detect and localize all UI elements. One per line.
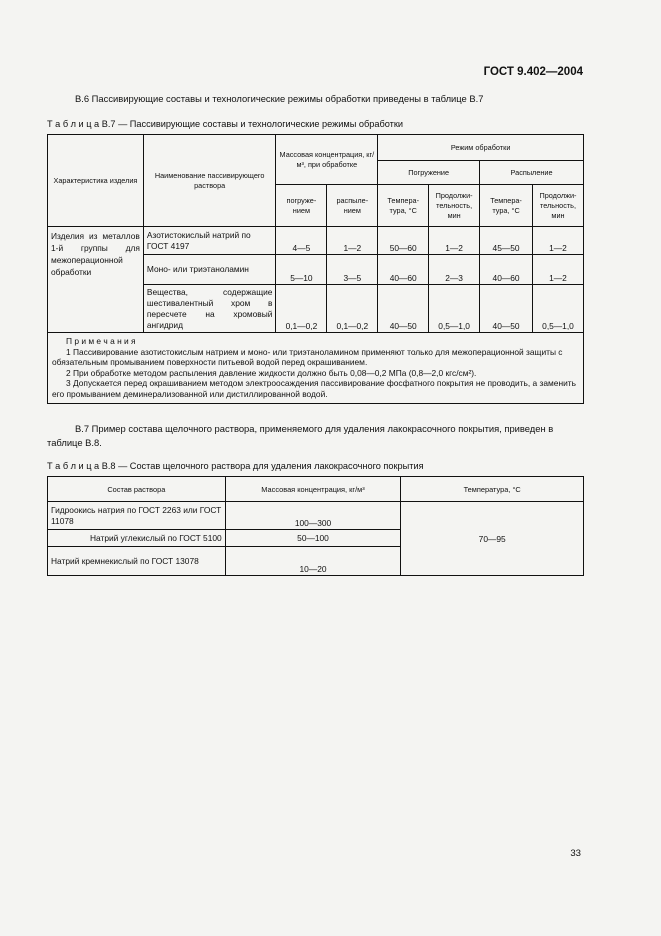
notes-title: П р и м е ч а н и я: [66, 336, 136, 346]
name-cell: Натрий кремнекислый по ГОСТ 13078: [48, 547, 226, 576]
head-immersion: Погружение: [378, 161, 480, 185]
standard-header: ГОСТ 9.402—2004: [483, 66, 583, 78]
value-cell: 40—60: [480, 255, 533, 285]
paragraph-b6: В.6 Пассивирующие составы и технологические режимы обработки приведены в таблице В.7: [75, 93, 484, 104]
head-temp1: Темпера-тура, °С: [378, 185, 429, 227]
table-b7-caption: Т а б л и ц а В.7 — Пассивирующие составы и технологические режимы обработки: [47, 119, 403, 129]
head-composition: Состав раствора: [48, 477, 226, 502]
table-row: [48, 502, 584, 530]
value-cell: 0,5—1,0: [429, 285, 480, 333]
name-cell: Вещества, содержащие шестивалентный хром в пересчете на хромовый ангидрид: [143, 285, 276, 333]
notes-cell: [48, 333, 584, 404]
note-3: 3 Допускается перед окрашиванием методом электроосаждения пассивирование фосфатного покрытия не проводить, а заменить его промыванием деминерализованной или дистиллированной водой.: [52, 378, 576, 399]
value-cell: 10—20: [225, 547, 401, 576]
value-cell: 40—60: [378, 255, 429, 285]
head-by-immersion: погруже-нием: [276, 185, 327, 227]
head-dur1: Продолжи-тельность, мин: [429, 185, 480, 227]
item-cell: Изделия из металлов 1-й группы для межоперационной обработки: [48, 227, 144, 333]
table-row: [48, 227, 584, 255]
temp-cell: 70—95: [401, 502, 584, 576]
head-temp2: Темпера-тура, °С: [480, 185, 533, 227]
head-spraying: Распыление: [480, 161, 584, 185]
value-cell: 1—2: [429, 227, 480, 255]
value-cell: 0,1—0,2: [276, 285, 327, 333]
value-cell: 2—3: [429, 255, 480, 285]
value-cell: 3—5: [327, 255, 378, 285]
table-b7: [47, 134, 584, 404]
value-cell: 40—50: [378, 285, 429, 333]
value-cell: 100—300: [225, 502, 401, 530]
value-cell: 40—50: [480, 285, 533, 333]
value-cell: 50—60: [378, 227, 429, 255]
value-cell: 50—100: [225, 530, 401, 547]
value-cell: 1—2: [532, 255, 583, 285]
head-dur2: Продолжи-тельность, мин: [532, 185, 583, 227]
value-cell: 5—10: [276, 255, 327, 285]
table-b8-caption: Т а б л и ц а В.8 — Состав щелочного раствора для удаления лакокрасочного покрытия: [47, 461, 424, 471]
value-cell: 4—5: [276, 227, 327, 255]
head-by-spraying: распыле-нием: [327, 185, 378, 227]
name-cell: Гидроокись натрия по ГОСТ 2263 или ГОСТ 11078: [48, 502, 226, 530]
note-1: 1 Пассивирование азотистокислым натрием и моно- или триэтаноламином применяют только для межоперационной защиты с обязательным промыванием поверхности питьевой водой перед окрашиванием.: [52, 346, 563, 368]
note-2: 2 При обработке методом распыления давление жидкости должно быть 0,08—0,2 МПа (0,8—2,0 кгс/см²).: [66, 367, 477, 378]
value-cell: 45—50: [480, 227, 533, 255]
table-b8: [47, 476, 584, 576]
name-cell: Натрий углекислый по ГОСТ 5100: [48, 530, 226, 547]
head-characteristic: Характеристика изделия: [48, 135, 144, 227]
value-cell: 0,5—1,0: [532, 285, 583, 333]
head-temp: Температура, °С: [401, 477, 584, 502]
head-mass-conc: Массовая концентрация, кг/м³, при обработке: [276, 135, 378, 185]
value-cell: 1—2: [532, 227, 583, 255]
name-cell: Азотистокислый натрий по ГОСТ 4197: [143, 227, 276, 255]
value-cell: 0,1—0,2: [327, 285, 378, 333]
value-cell: 1—2: [327, 227, 378, 255]
head-name: Наименование пассивирующего раствора: [143, 135, 276, 227]
name-cell: Моно- или триэтаноламин: [143, 255, 276, 285]
head-mass-conc: Массовая концентрация, кг/м³: [225, 477, 401, 502]
page-number: 33: [570, 848, 581, 859]
paragraph-b7: В.7 Пример состава щелочного раствора, применяемого для удаления лакокрасочного покрытия, приведен в таблице В.8.: [47, 423, 554, 448]
head-mode: Режим обработки: [378, 135, 584, 161]
